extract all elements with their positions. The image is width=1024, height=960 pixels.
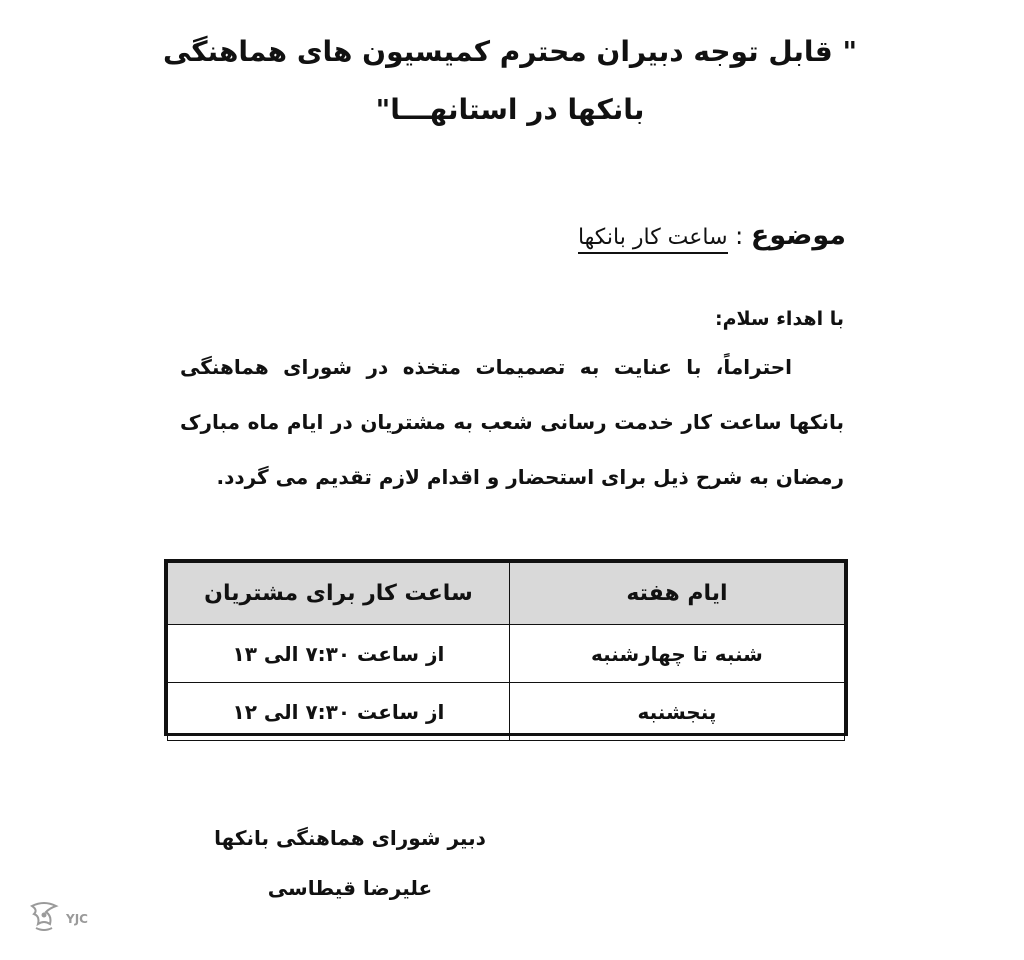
table-cell-days: پنجشنبه: [509, 683, 844, 741]
subject-separator: :: [727, 222, 751, 250]
paragraph-line-1: احتراماً، با عنایت به تصمیمات متخذه در شورای هماهنگی: [180, 355, 792, 379]
greeting: با اهداء سلام:: [714, 308, 844, 330]
signature-title: دبیر شورای هماهنگی بانکها: [214, 826, 486, 850]
title-line-2: بانکها در استانهـــا": [375, 93, 645, 126]
title-line-1: " قابل توجه دبیران محترم کمیسیون های هماهنگی: [162, 35, 858, 68]
working-hours-table: [164, 559, 848, 736]
signature-name: علیرضا قیطاسی: [267, 876, 433, 900]
table-header-hours: ساعت کار برای مشتریان: [168, 563, 510, 625]
subject-label: موضوع: [750, 220, 846, 251]
watermark-text: YJC: [66, 911, 88, 926]
table-row: [168, 683, 845, 741]
table-header-days: ایام هفته: [509, 563, 844, 625]
table-cell-hours: از ساعت ۷:۳۰ الی ۱۲: [168, 683, 510, 741]
table-cell-hours: از ساعت ۷:۳۰ الی ۱۳: [168, 625, 510, 683]
subject-value: ساعت کار بانکها: [578, 225, 728, 254]
paragraph-line-3: رمضان به شرح ذیل برای استحضار و اقدام لازم تقدیم می گردد.: [216, 465, 844, 489]
table-cell-days: شنبه تا چهارشنبه: [509, 625, 844, 683]
watermark: [26, 900, 88, 937]
table-header-row: [168, 563, 845, 625]
subject-line: [578, 220, 846, 251]
paragraph-line-2: بانکها ساعت کار خدمت رسانی شعب به مشتریان در ایام ماه مبارک: [180, 410, 844, 434]
yjc-logo-icon: [26, 900, 62, 937]
table-row: [168, 625, 845, 683]
